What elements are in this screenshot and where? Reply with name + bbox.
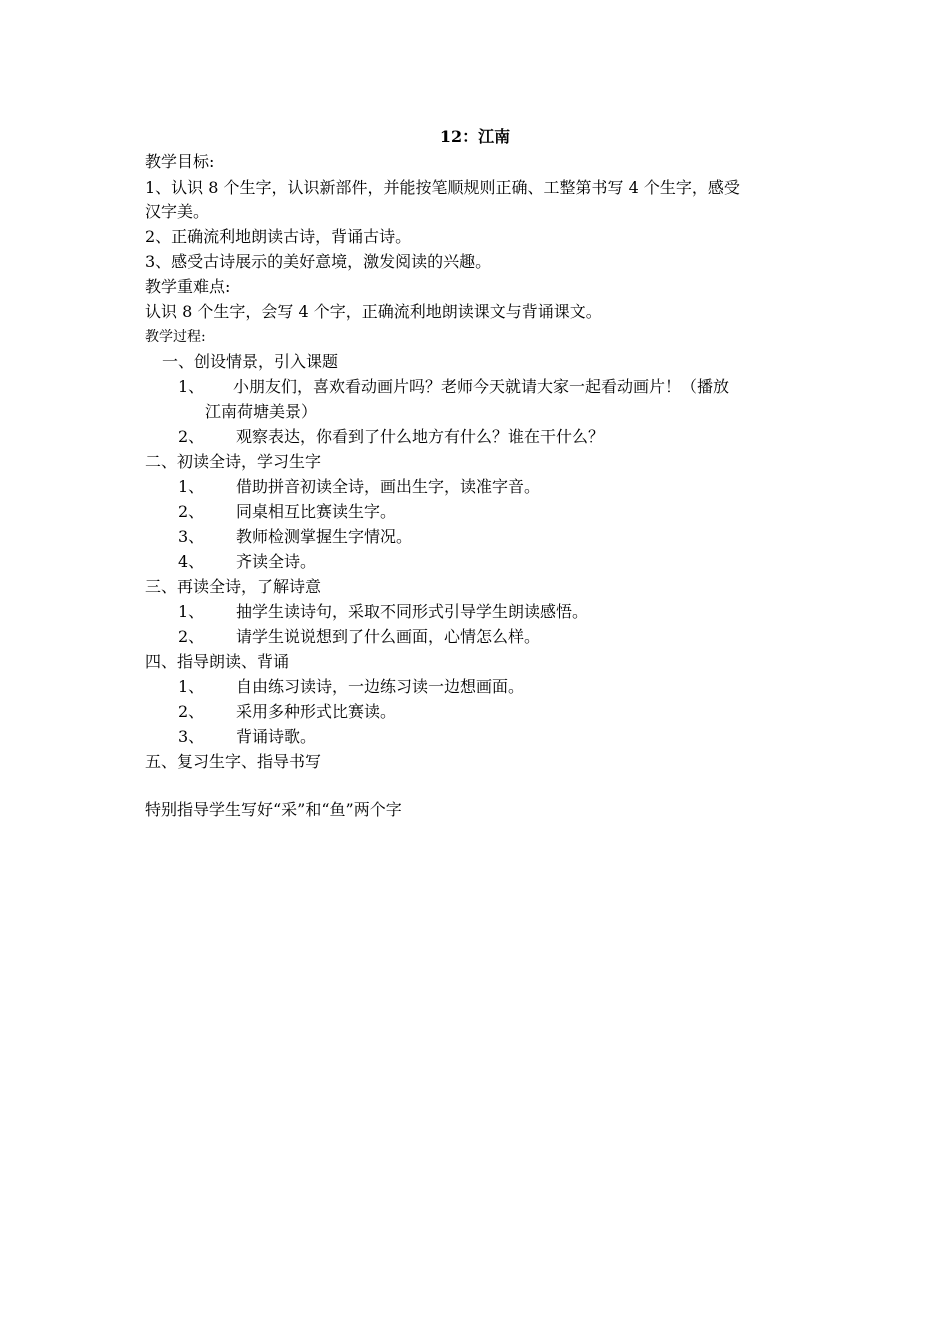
objective-1: 1、认识 8 个生字，认识新部件，并能按笔顺规则正确、工整第书写 4 个生字，感受 <box>145 178 740 197</box>
item-number: 1、 <box>178 677 205 696</box>
section-4-heading: 四、指导朗读、背诵 <box>145 652 290 671</box>
list-item <box>178 725 316 749</box>
item-number: 2、 <box>178 627 205 646</box>
objective-1-continued: 汉字美。 <box>145 202 210 221</box>
list-item <box>178 675 524 699</box>
item-number: 2、 <box>178 502 205 521</box>
list-item <box>178 550 316 574</box>
list-item <box>178 375 729 399</box>
item-text: 小朋友们，喜欢看动画片吗？老师今天就请大家一起看动画片！（播放 <box>233 377 730 396</box>
item-number: 2、 <box>178 702 205 721</box>
section-5-heading: 五、复习生字、指导书写 <box>145 752 322 771</box>
item-number: 1、 <box>178 602 205 621</box>
item-text: 借助拼音初读全诗，画出生字，读准字音。 <box>236 477 541 496</box>
item-text: 观察表达，你看到了什么地方有什么？谁在干什么？ <box>236 427 605 446</box>
item-text: 背诵诗歌。 <box>236 727 317 746</box>
document-title: 12：江南 <box>439 127 511 146</box>
item-number: 1、 <box>178 377 205 396</box>
list-item <box>178 700 396 724</box>
keypoints-heading: 教学重难点: <box>145 277 231 296</box>
list-item <box>178 425 604 449</box>
list-item <box>178 600 588 624</box>
process-heading: 教学过程: <box>145 329 206 345</box>
list-item <box>178 475 540 499</box>
item-number: 2、 <box>178 427 205 446</box>
item-number: 3、 <box>178 727 205 746</box>
objectives-heading: 教学目标: <box>145 152 215 171</box>
list-item <box>178 625 540 649</box>
item-text: 自由练习读诗，一边练习读一边想画面。 <box>236 677 525 696</box>
item-text: 同桌相互比赛读生字。 <box>236 502 397 521</box>
objective-3: 3、感受古诗展示的美好意境，激发阅读的兴趣。 <box>145 252 492 271</box>
section-2-heading: 二、初读全诗，学习生字 <box>145 452 322 471</box>
section-1-heading: 一、创设情景，引入课题 <box>162 352 339 371</box>
item-number: 1、 <box>178 477 205 496</box>
objective-2: 2、正确流利地朗读古诗，背诵古诗。 <box>145 227 412 246</box>
writing-note: 特别指导学生写好“采”和“鱼”两个字 <box>145 800 402 819</box>
item-text: 采用多种形式比赛读。 <box>236 702 397 721</box>
item-text: 请学生说说想到了什么画面，心情怎么样。 <box>236 627 541 646</box>
item-text: 教师检测掌握生字情况。 <box>236 527 413 546</box>
list-item <box>178 525 412 549</box>
section-3-heading: 三、再读全诗，了解诗意 <box>145 577 322 596</box>
item-number: 3、 <box>178 527 205 546</box>
item-text: 齐读全诗。 <box>236 552 317 571</box>
item-number: 4、 <box>178 552 205 571</box>
list-item <box>178 500 396 524</box>
keypoints-text: 认识 8 个生字，会写 4 个字，正确流利地朗读课文与背诵课文。 <box>145 302 602 321</box>
item-text: 抽学生读诗句，采取不同形式引导学生朗读感悟。 <box>236 602 589 621</box>
item-text-continued: 江南荷塘美景） <box>205 402 318 421</box>
